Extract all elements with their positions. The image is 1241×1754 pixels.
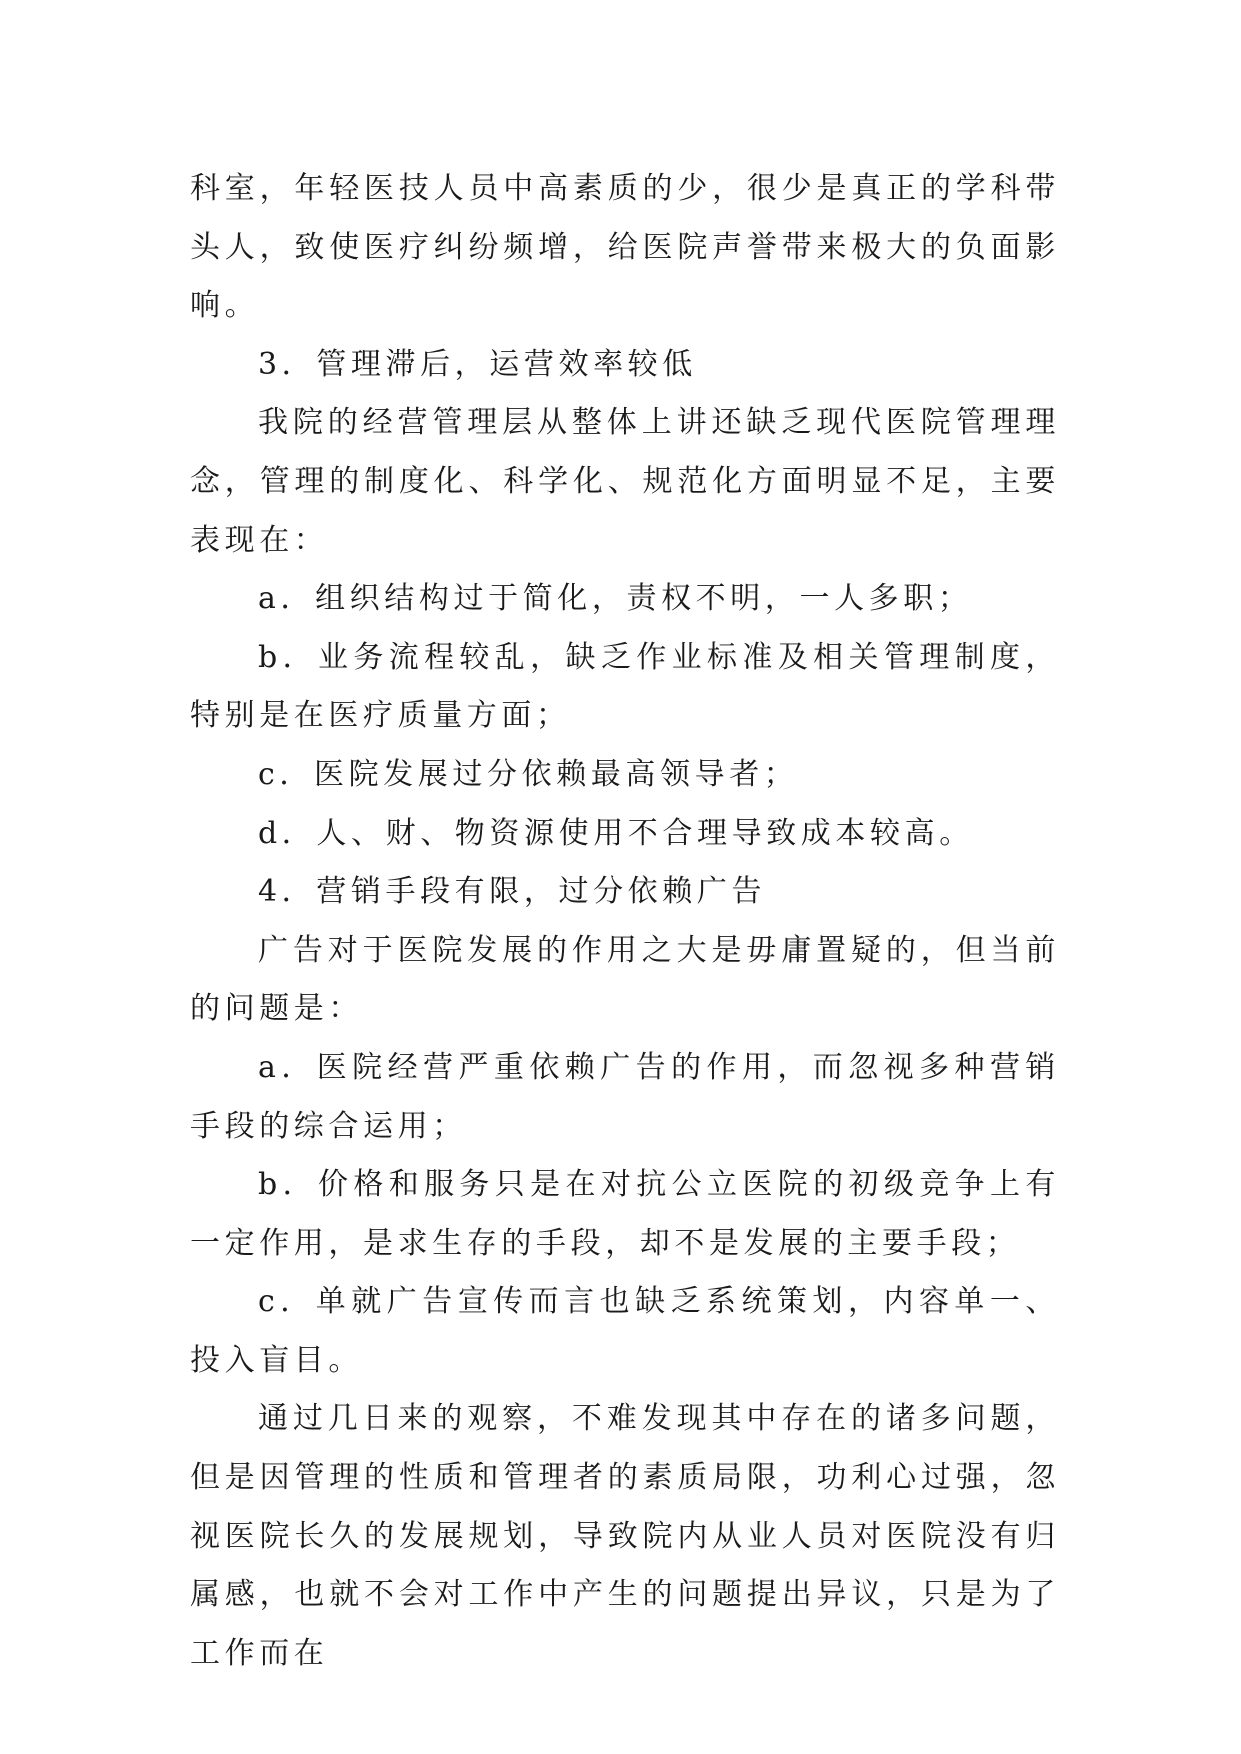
list-item-b-2: b．价格和服务只是在对抗公立医院的初级竞争上有一定作用，是求生存的手段，却不是发展的主要手段； [190,1167,1060,1261]
list-item-c: c．医院发展过分依赖最高领导者； [258,756,799,792]
list-item-d: d．人、财、物资源使用不合理导致成本较高。 [258,815,974,851]
section-heading-4: 4．营销手段有限，过分依赖广告 [258,874,767,910]
list-item-c-2: c．单就广告宣传而言也缺乏系统策划，内容单一、投入盲目。 [190,1284,1060,1378]
paragraph-observation: 通过几日来的观察，不难发现其中存在的诸多问题，但是因管理的性质和管理者的素质局限，功利心过强，忽视医院长久的发展规划，导致院内从业人员对医院没有归属感，也就不会对工作中产生的问题提出异议，只是为了工作而在 [190,1401,1060,1671]
list-item-a: a．组织结构过于简化，责权不明，一人多职； [258,581,973,617]
document-body [190,160,1060,1683]
paragraph-1: 科室，年轻医技人员中高素质的少，很少是真正的学科带头人，致使医疗纠纷频增，给医院声誉带来极大的负面影响。 [190,171,1060,324]
list-item-a-2: a．医院经营严重依赖广告的作用，而忽视多种营销手段的综合运用； [190,1049,1060,1144]
list-item-b: b．业务流程较乱，缺乏作业标准及相关管理制度，特别是在医疗质量方面； [190,639,1060,734]
section-heading-3: 3．管理滞后，运营效率较低 [258,346,697,382]
paragraph-advertising: 广告对于医院发展的作用之大是毋庸置疑的，但当前的问题是： [190,932,1060,1027]
paragraph-management: 我院的经营管理层从整体上讲还缺乏现代医院管理理念，管理的制度化、科学化、规范化方面明显不足，主要表现在： [190,405,1060,558]
